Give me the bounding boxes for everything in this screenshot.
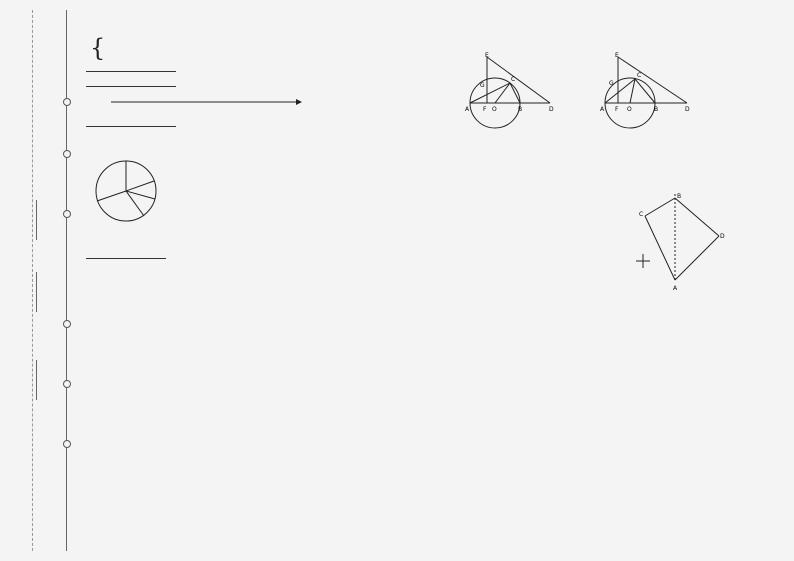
svg-text:C: C <box>511 76 516 83</box>
answer-blank-4[interactable] <box>86 119 176 127</box>
binding-hole <box>63 320 71 328</box>
svg-text:B: B <box>677 193 682 201</box>
svg-text:D: D <box>720 233 725 241</box>
q19-system: { <box>90 34 106 62</box>
svg-text:O: O <box>627 106 632 113</box>
svg-text:B: B <box>518 106 523 113</box>
binding-hole <box>63 98 71 106</box>
q21-figure2 <box>600 52 690 128</box>
binding-hole <box>63 440 71 448</box>
svg-text:F: F <box>483 106 487 113</box>
svg-text:E: E <box>485 52 489 59</box>
bar-chart <box>210 145 340 245</box>
svg-text:B: B <box>654 106 659 113</box>
q22-figure <box>635 184 725 294</box>
svg-text:C: C <box>637 72 642 79</box>
svg-text:O: O <box>492 106 497 113</box>
svg-text:F: F <box>615 106 619 113</box>
binding-hole <box>63 150 71 158</box>
svg-text:A: A <box>673 285 678 293</box>
binding-strip <box>0 0 78 561</box>
right-page <box>425 48 725 294</box>
svg-text:G: G <box>609 80 614 87</box>
number-line <box>106 94 306 116</box>
compass-icon <box>636 254 650 268</box>
left-page <box>86 30 381 266</box>
svg-text:A: A <box>600 106 605 113</box>
binding-hole <box>63 380 71 388</box>
binding-line <box>66 10 67 551</box>
binding-line-inner <box>32 10 33 551</box>
svg-text:E: E <box>615 52 619 59</box>
svg-text:A: A <box>465 106 470 113</box>
answer-blank-a[interactable] <box>86 251 126 259</box>
answer-blank-1[interactable] <box>86 64 176 72</box>
svg-text:D: D <box>685 106 690 113</box>
answer-blank-m[interactable] <box>126 251 166 259</box>
pie-chart <box>86 153 196 245</box>
answer-blank-2[interactable] <box>86 79 176 87</box>
q21-figure1 <box>465 52 554 128</box>
binding-hole <box>63 210 71 218</box>
svg-text:G: G <box>480 82 485 89</box>
q21-figures <box>425 53 725 153</box>
svg-text:C: C <box>639 211 644 219</box>
svg-text:D: D <box>549 106 554 113</box>
